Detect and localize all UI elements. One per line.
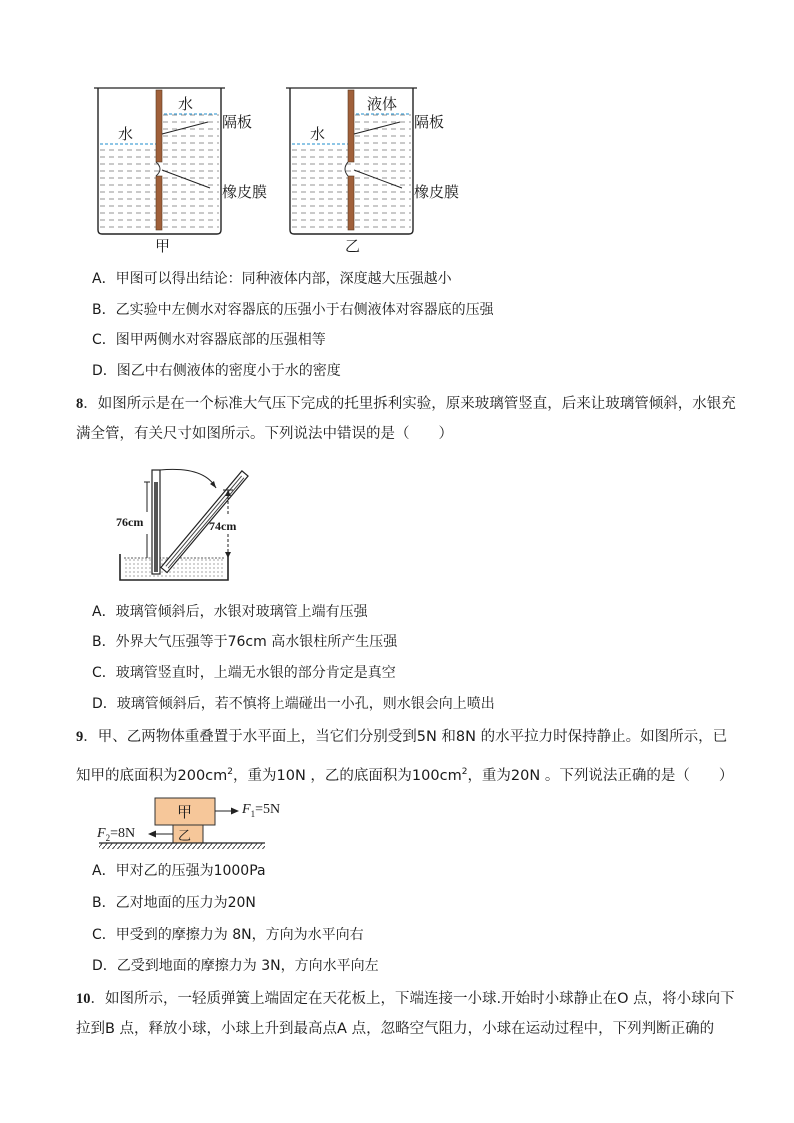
label-jia-water-left: 水	[118, 125, 134, 143]
container-jia	[94, 88, 225, 234]
q9-option-b: B．乙对地面的压力为20N	[92, 895, 256, 911]
question-10	[76, 984, 746, 1044]
q8-option-a: A．玻璃管倾斜后，水银对玻璃管上端有压强	[92, 604, 368, 620]
figure-8-label-76cm: 76cm	[116, 515, 144, 529]
label-yi-water-left: 水	[310, 125, 326, 143]
question-9-line-2	[76, 757, 746, 791]
question-8	[76, 389, 746, 449]
label-jia-membrane: 橡皮膜	[222, 183, 268, 201]
q9-option-d: D．乙受到地面的摩擦力为 3N，方向水平向左	[92, 958, 379, 974]
container-yi	[286, 88, 417, 234]
q7-option-c: C．图甲两侧水对容器底部的压强相等	[92, 332, 326, 348]
block-yi-label: 乙	[178, 829, 192, 844]
figure-8-label-74cm: 74cm	[209, 519, 237, 533]
superscript-2: 2	[461, 767, 468, 777]
q8-option-b: B．外界大气压强等于76cm 高水银柱所产生压强	[92, 634, 398, 650]
q7-option-b: B．乙实验中左侧水对容器底的压强小于右侧液体对容器底的压强	[92, 302, 494, 318]
q8-option-c: C．玻璃管竖直时，上端无水银的部分肯定是真空	[92, 665, 396, 681]
q8-option-d: D．玻璃管倾斜后，若不慎将上端碰出一小孔，则水银会向上喷出	[92, 696, 495, 712]
q7-option-d: D．图乙中右侧液体的密度小于水的密度	[92, 363, 341, 379]
superscript-2: 2	[227, 767, 234, 777]
question-8-text: ．如图所示是在一个标准大气压下完成的托里拆利实验，原来玻璃管竖直，后来让玻璃管倾斜，水银充满全管，有关尺寸如图所示。下列说法中错误的是（ ）	[76, 396, 736, 442]
q7-option-a: A．甲图可以得出结论：同种液体内部，深度越大压强越小	[92, 271, 452, 287]
question-9-text-2c: ，重为20N 。下列说法正确的是（ ）	[467, 767, 734, 784]
label-jia-partition: 隔板	[222, 113, 253, 131]
label-yi-membrane: 橡皮膜	[414, 183, 460, 201]
force-f1-value: =5N	[255, 802, 281, 817]
question-8-number: 8	[76, 396, 84, 412]
force-f1-subscript: 1	[250, 808, 256, 819]
force-f2-symbol: F	[97, 826, 106, 841]
caption-yi: 乙	[345, 237, 361, 255]
question-9-text-2a: 知甲的底面积为200cm	[76, 767, 228, 784]
question-10-number: 10	[76, 991, 91, 1007]
question-9-number: 9	[76, 729, 84, 745]
question-9-text-2b: ，重为10N ，乙的底面积为100cm	[233, 767, 462, 784]
force-f1-label	[242, 802, 280, 819]
question-10-text: ．如图所示，一轻质弹簧上端固定在天花板上，下端连接一小球.开始时小球静止在O 点，将小球向下拉到B 点，释放小球，小球上升到最高点A 点，忽略空气阻力，小球在运动过程中，下列判断正确的	[76, 991, 735, 1037]
figure-7-containers	[90, 84, 490, 256]
caption-jia: 甲	[155, 237, 171, 255]
label-yi-liquid: 液体	[367, 95, 398, 113]
label-yi-partition: 隔板	[414, 113, 445, 131]
label-jia-water-right: 水	[178, 95, 194, 113]
question-9-line-1	[76, 722, 746, 752]
q9-option-c: C．甲受到的摩擦力为 8N，方向为水平向右	[92, 927, 364, 943]
block-jia-label: 甲	[177, 803, 193, 821]
force-f2-label	[97, 826, 135, 843]
force-f2-subscript: 2	[105, 832, 111, 843]
question-9-text-1: ．甲、乙两物体重叠置于水平面上，当它们分别受到5N 和8N 的水平拉力时保持静止。如图所示，已	[83, 729, 728, 745]
q9-option-a: A．甲对乙的压强为1000Pa	[92, 863, 266, 879]
force-f2-value: =8N	[110, 826, 136, 841]
force-f1-symbol: F	[242, 802, 251, 817]
